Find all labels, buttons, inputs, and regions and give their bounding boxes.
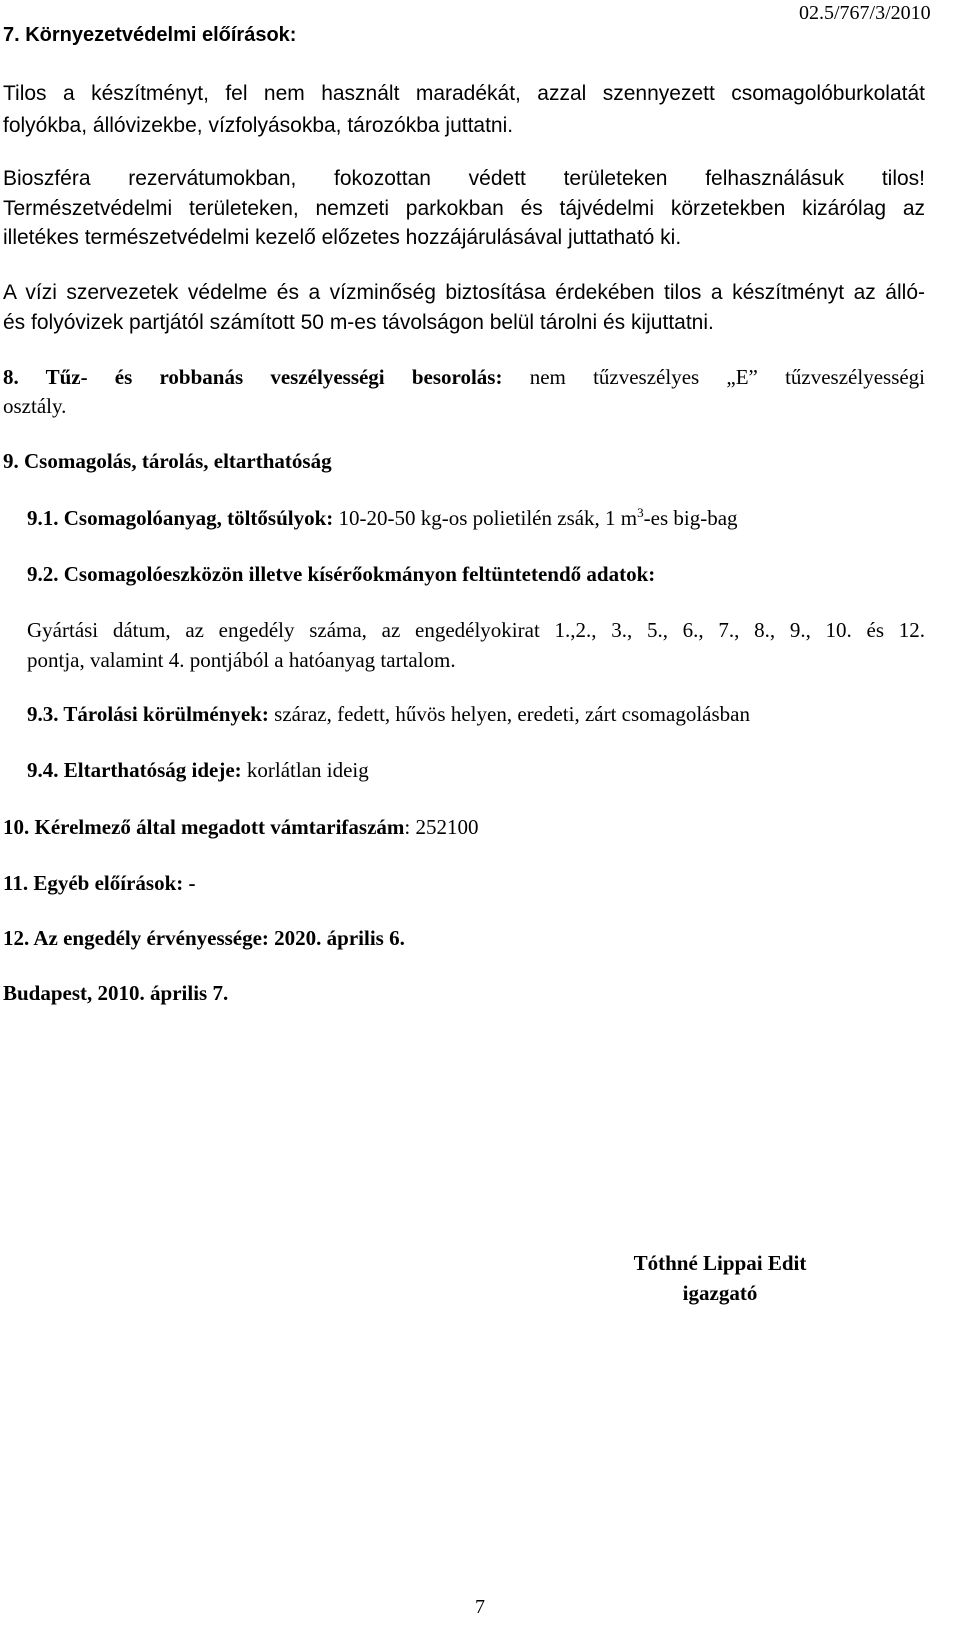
page-number: 7	[475, 1596, 485, 1618]
section-9-3	[27, 701, 750, 727]
section-8-value-line2: osztály.	[3, 394, 67, 418]
section-7-title: 7. Környezetvédelmi előírások:	[3, 24, 297, 46]
signatory-name: Tóthné Lippai Edit	[633, 1251, 807, 1275]
section-9-2-text-line1: Gyártási dátum, az engedély száma, az engedélyokirat 1.,2., 3., 5., 6., 7., 8., 9., 10. és 12.	[27, 618, 925, 642]
section-8-line1	[3, 364, 925, 390]
section-8-label: 8. Tűz- és robbanás veszélyességi besorolás:	[3, 365, 503, 389]
section-9-title: 9. Csomagolás, tárolás, eltarthatóság	[3, 449, 332, 473]
section-10	[3, 814, 479, 840]
section-8-value: nem tűzveszélyes „E” tűzveszélyességi	[529, 365, 926, 389]
section-9-4-label: 9.4. Eltarthatóság ideje:	[27, 758, 242, 782]
section-10-label: 10. Kérelmező által megadott vámtarifaszám	[3, 815, 405, 839]
signatory-title: igazgató	[682, 1281, 758, 1305]
document-number: 02.5/767/3/2010	[799, 2, 931, 24]
section-9-2-text-line2: pontja, valamint 4. pontjából a hatóanyag tartalom.	[27, 648, 456, 672]
section-12: 12. Az engedély érvényessége: 2020. április 6.	[3, 926, 405, 950]
section-9-4	[27, 757, 369, 783]
section-9-2-label: 9.2. Csomagolóeszközön illetve kísérőokmányon feltüntetendő adatok:	[27, 562, 656, 586]
s7-p2-line2: Természetvédelmi területeken, nemzeti parkokban és tájvédelmi körzetekben kizárólag az	[3, 197, 925, 220]
s7-p1-line1: Tilos a készítményt, fel nem használt maradékát, azzal szennyezett csomagolóburkolatát	[3, 82, 925, 105]
s7-p2-line3: illetékes természetvédelmi kezelő előzetes hozzájárulásával juttatható ki.	[3, 226, 682, 249]
section-9-1	[27, 505, 738, 531]
section-9-4-value: korlátlan ideig	[246, 758, 369, 782]
s7-p3-line1: A vízi szervezetek védelme és a vízminőség biztosítása érdekében tilos a készítményt az álló-	[3, 281, 925, 304]
section-9-3-value: száraz, fedett, hűvös helyen, eredeti, zárt csomagolásban	[274, 702, 750, 726]
s7-p1-line2: folyókba, állóvizekbe, vízfolyásokba, tározókba juttatni.	[3, 114, 514, 137]
section-11: 11. Egyéb előírások: -	[3, 871, 196, 895]
section-9-1-value: 10-20-50 kg-os polietilén zsák, 1 $m^3-es$ big-bag	[338, 505, 738, 530]
section-10-value: : 252100	[404, 815, 479, 839]
s7-p3-line2: és folyóvizek partjától számított 50 m-es távolságon belül tárolni és kijuttatni.	[3, 311, 714, 334]
s7-p2-line1: Bioszféra rezervátumokban, fokozottan védett területeken felhasználásuk tilos!	[3, 167, 925, 190]
section-9-3-label: 9.3. Tárolási körülmények:	[27, 702, 269, 726]
place-date: Budapest, 2010. április 7.	[3, 981, 229, 1005]
section-9-1-label: 9.1. Csomagolóanyag, töltősúlyok:	[27, 506, 334, 530]
